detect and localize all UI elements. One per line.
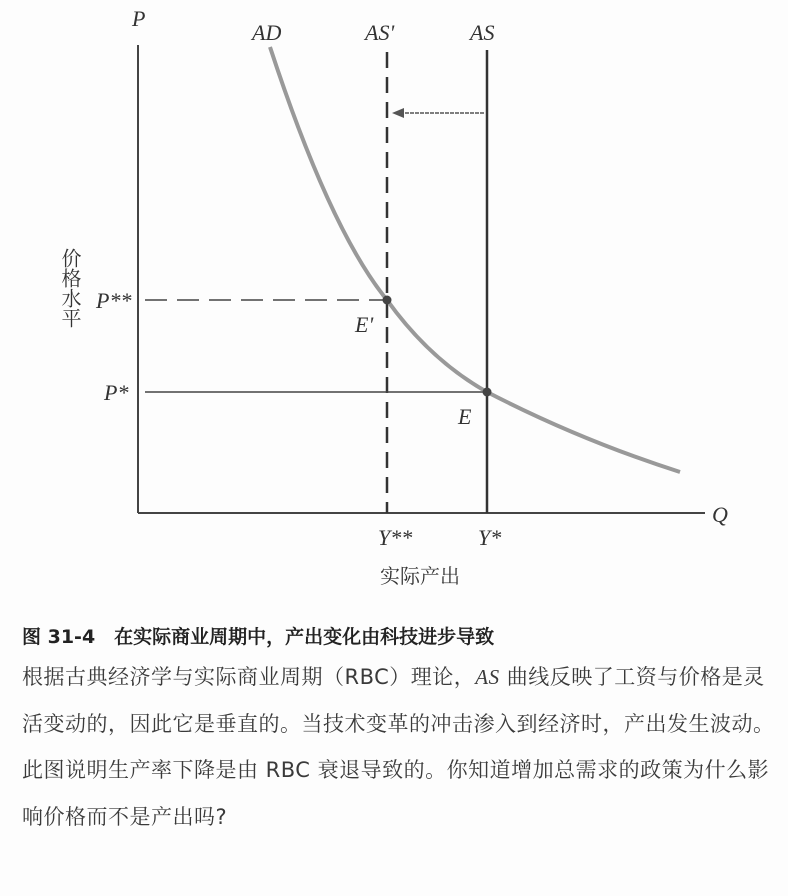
e-label: E — [458, 404, 472, 429]
ad-label: AD — [252, 20, 282, 45]
as-prime-label: AS' — [365, 20, 395, 45]
figure-caption — [22, 620, 782, 840]
x-axis-label: Q — [712, 502, 728, 527]
description-part: 根据古典经济学与实际商业周期（RBC）理论， — [22, 665, 476, 689]
figure-description — [22, 654, 782, 840]
point-e — [483, 388, 492, 397]
y-double-star-label: Y** — [378, 525, 413, 550]
y-axis-label: P — [132, 6, 146, 31]
description-part: 曲线反映了工资与价格是灵活变动的，因此它是垂直的。当技术变革的冲击渗入到经济时，产出发生波动。此图说明生产率下降是由 RBC 衰退导致的。你知道增加总需求的政策为什么影响价格而不是产出吗? — [22, 665, 775, 829]
p-star-label: P* — [104, 380, 129, 405]
y-axis-title: 价格水平 — [58, 248, 82, 328]
ad-curve — [270, 47, 680, 472]
as-label: AS — [470, 20, 495, 45]
shift-arrowhead — [392, 108, 404, 118]
e-prime-label: E' — [355, 312, 374, 337]
point-e-prime — [383, 296, 392, 305]
figure-title: 图 31-4 在实际商业周期中，产出变化由科技进步导致 — [22, 626, 495, 648]
y-star-label: Y* — [478, 525, 502, 550]
description-as: AS — [475, 665, 500, 689]
p-double-star-label: P** — [96, 288, 132, 313]
x-axis-title: 实际产出 — [380, 564, 460, 588]
